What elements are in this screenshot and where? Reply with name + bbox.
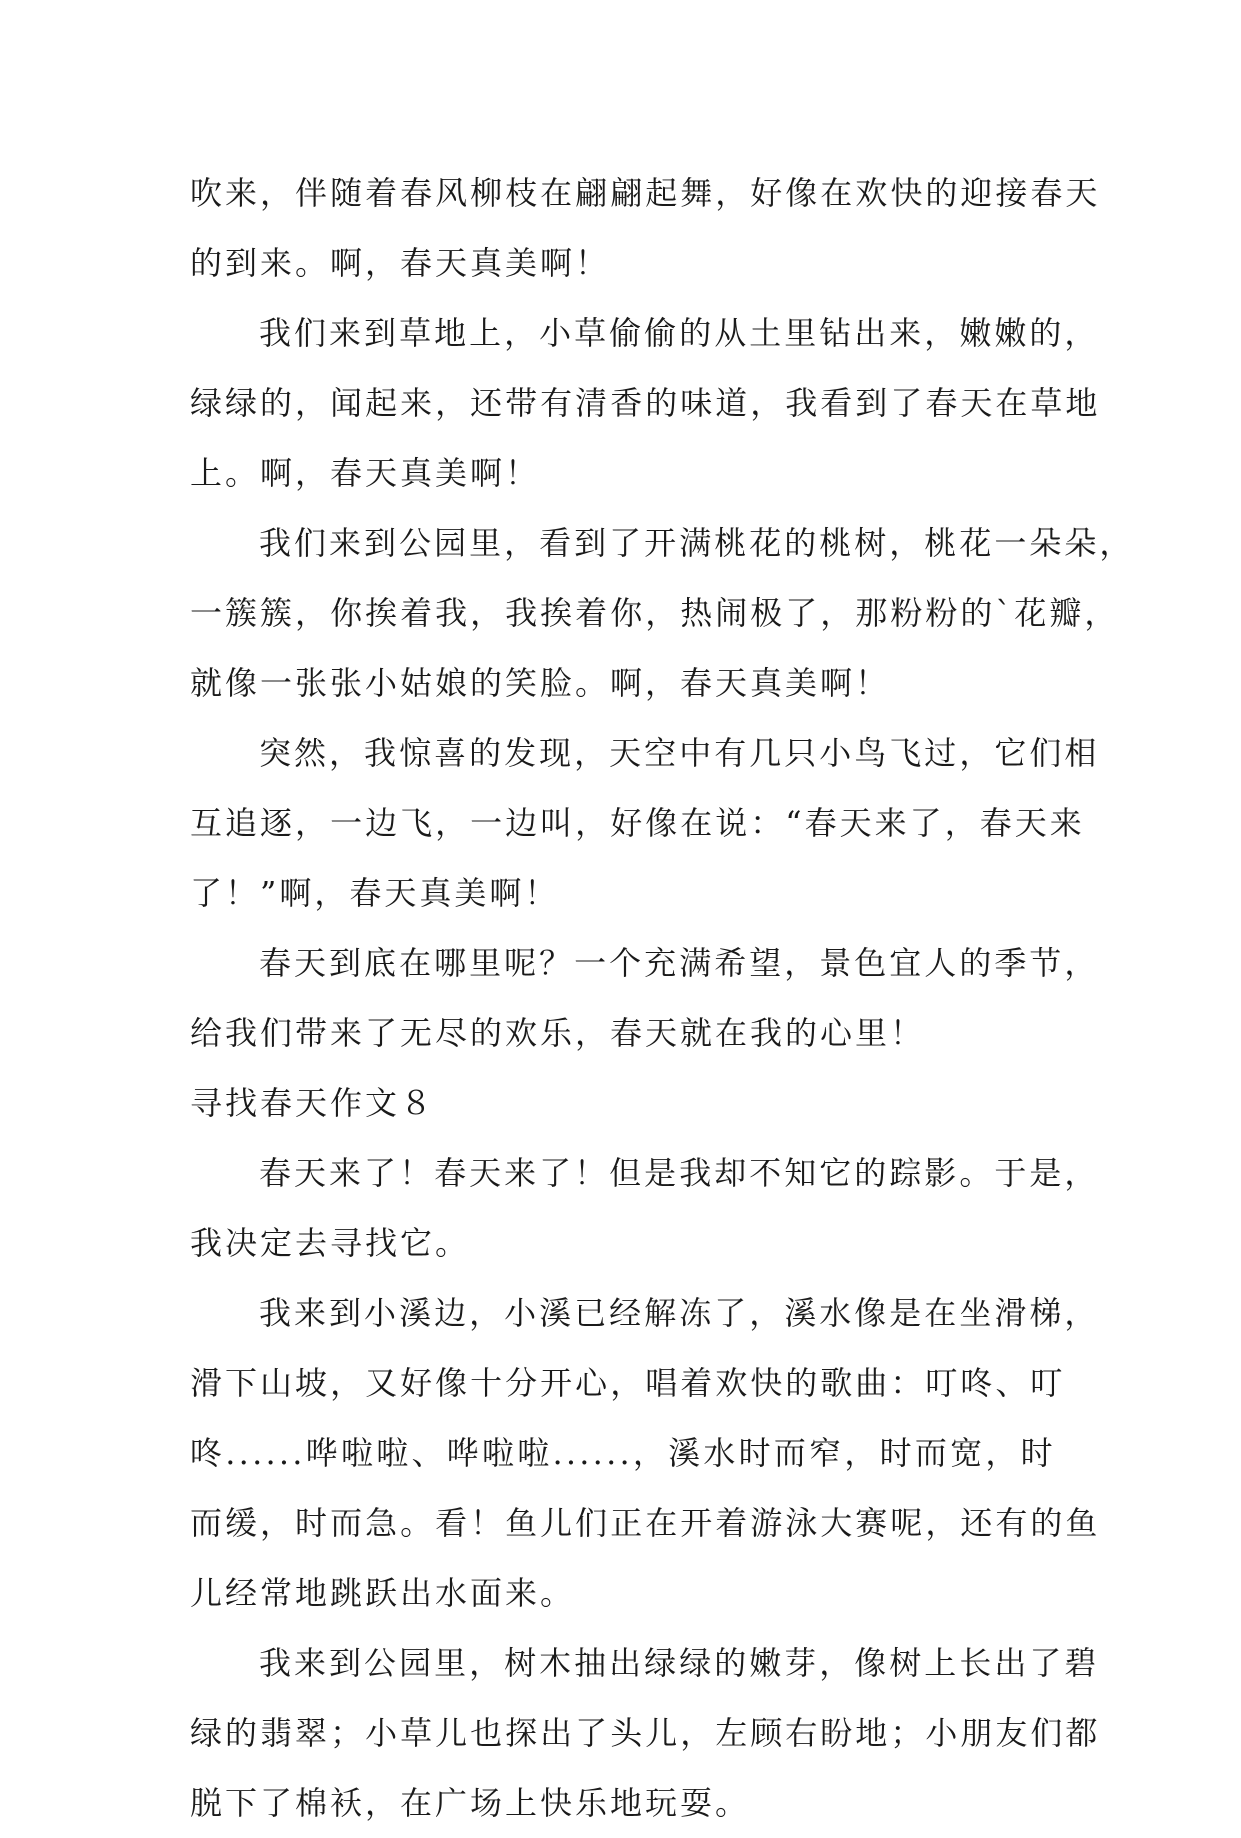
text-line: 了！”啊，春天真美啊！ xyxy=(190,874,560,912)
text-line: 的到来。啊，春天真美啊！ xyxy=(190,244,611,282)
text-line: 春 天 来 了 ！ 春 天 来 了 ！ 但 是 我 却 不 知 它 的 踪 影 。 于 是 ， xyxy=(259,1154,1100,1192)
text-line: 我决定去寻找它。 xyxy=(190,1224,471,1262)
text-line: 我 们 来 到 公 园 里 ， 看 到 了 开 满 桃 花 的 桃 树 ， 桃 花 一 朵 朵 ， xyxy=(259,524,1135,562)
text-line: 突 然 ， 我 惊 喜 的 发 现 ， 天 空 中 有 几 只 小 鸟 飞 过 ， 它 们 相 xyxy=(259,734,1100,772)
text-line: 我 们 来 到 草 地 上 ， 小 草 偷 偷 的 从 土 里 钻 出 来 ， 嫩 嫩 的 ， xyxy=(259,314,1100,352)
text-line: 儿经常地跳跃出水面来。 xyxy=(190,1574,576,1612)
text-line: 咚 . . . . . . 哗 啦 啦 、 哗 啦 啦 . . . . . . ， 溪 水 时 而 窄 ， 时 而 宽 ， 时 xyxy=(190,1434,1056,1472)
text-line: 我 来 到 公 园 里 ， 树 木 抽 出 绿 绿 的 嫩 芽 ， 像 树 上 长 出 了 碧 xyxy=(259,1644,1100,1682)
text-line: 绿 的 翡 翠 ； 小 草 儿 也 探 出 了 头 儿 ， 左 顾 右 盼 地 ； 小 朋 友 们 都 xyxy=(190,1714,1101,1752)
text-line: 就像一张张小姑娘的笑脸。啊，春天真美啊！ xyxy=(190,664,891,702)
text-line: 上。啊，春天真美啊！ xyxy=(190,454,541,492)
text-line: 互 追 逐 ， 一 边 飞 ， 一 边 叫 ， 好 像 在 说 ： “ 春 天 来 了 ， 春 天 来 xyxy=(190,804,1085,842)
text-line: 而 缓 ， 时 而 急 。 看 ！ 鱼 儿 们 正 在 开 着 游 泳 大 赛 呢 ， 还 有 的 鱼 xyxy=(190,1504,1101,1542)
text-line: 一 簇 簇 ， 你 挨 着 我 ， 我 挨 着 你 ， 热 闹 极 了 ， 那 粉 粉 的 ` 花 瓣 ， xyxy=(190,594,1120,632)
text-line: 春 天 到 底 在 哪 里 呢 ？ 一 个 充 满 希 望 ， 景 色 宜 人 的 季 节 ， xyxy=(259,944,1100,982)
text-line: 滑 下 山 坡 ， 又 好 像 十 分 开 心 ， 唱 着 欢 快 的 歌 曲 ： 叮 咚 、 叮 xyxy=(190,1364,1066,1402)
text-line: 寻找春天作文８ xyxy=(190,1084,436,1122)
document-body xyxy=(190,158,1135,1838)
text-line: 吹 来 ， 伴 随 着 春 风 柳 枝 在 翩 翩 起 舞 ， 好 像 在 欢 快 的 迎 接 春 天 xyxy=(190,174,1101,212)
text-line: 给我们带来了无尽的欢乐，春天就在我的心里！ xyxy=(190,1014,926,1052)
text-line: 脱下了棉袄，在广场上快乐地玩耍。 xyxy=(190,1784,751,1822)
text-line: 绿 绿 的 ， 闻 起 来 ， 还 带 有 清 香 的 味 道 ， 我 看 到 了 春 天 在 草 地 xyxy=(190,384,1101,422)
text-line: 我 来 到 小 溪 边 ， 小 溪 已 经 解 冻 了 ， 溪 水 像 是 在 坐 滑 梯 ， xyxy=(259,1294,1100,1332)
